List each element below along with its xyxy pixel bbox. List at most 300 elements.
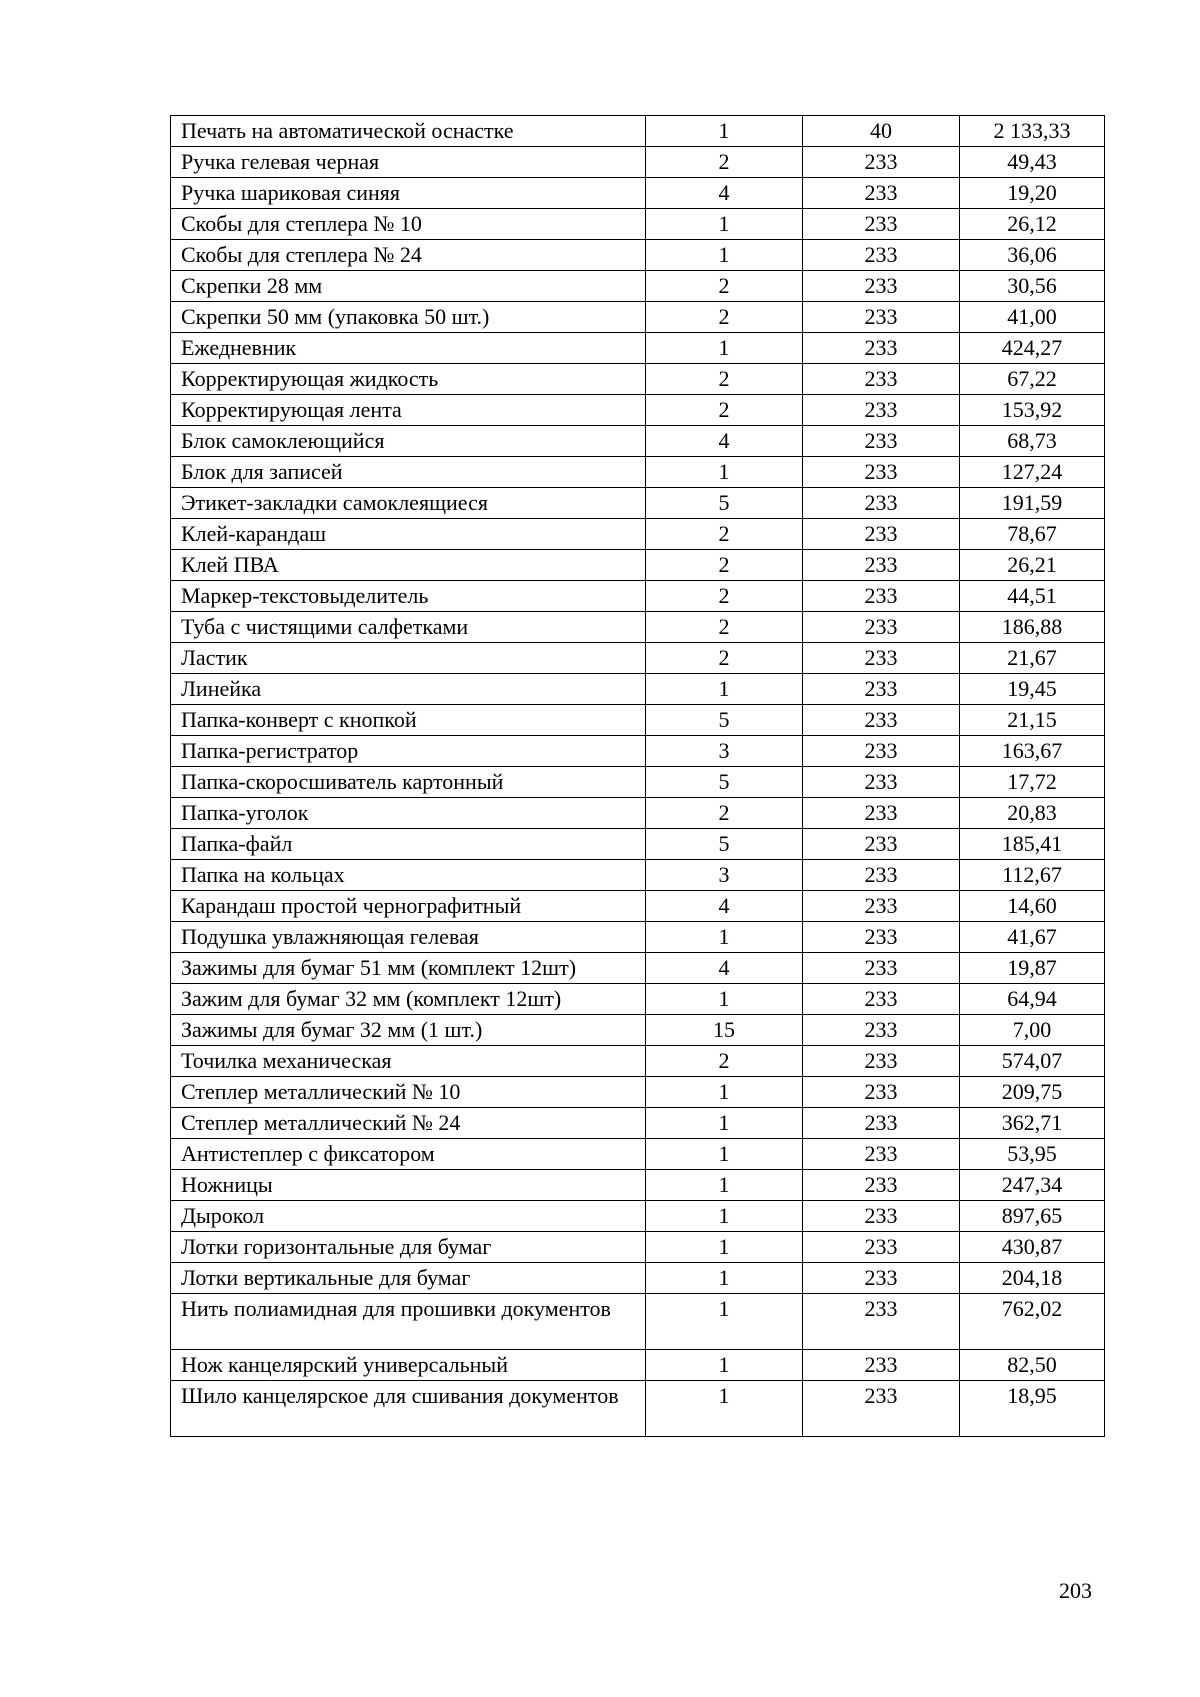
price-cell-text: 209,75 [1001, 1079, 1063, 1104]
term-cell-text: 233 [864, 1172, 898, 1197]
quantity-cell-text: 2 [718, 1048, 730, 1073]
term-cell [803, 302, 960, 333]
price-cell-text: 430,87 [1001, 1234, 1063, 1259]
quantity-cell [646, 1077, 803, 1108]
quantity-cell [646, 488, 803, 519]
price-cell-text: 20,83 [1007, 800, 1057, 825]
price-cell-text: 17,72 [1007, 769, 1057, 794]
price-cell [960, 240, 1105, 271]
item-name-cell-text: Скрепки 28 мм [181, 273, 323, 298]
item-name-cell [171, 426, 646, 457]
quantity-cell [646, 1108, 803, 1139]
quantity-cell-text: 2 [718, 521, 730, 546]
quantity-cell [646, 1350, 803, 1381]
term-cell [803, 1170, 960, 1201]
price-cell-text: 36,06 [1007, 242, 1057, 267]
term-cell-text: 233 [864, 1265, 898, 1290]
table-row [171, 333, 1105, 364]
table-row [171, 674, 1105, 705]
item-name-cell [171, 395, 646, 426]
quantity-cell-text: 3 [718, 738, 730, 763]
quantity-cell-text: 4 [718, 428, 730, 453]
price-cell [960, 1139, 1105, 1170]
quantity-cell [646, 271, 803, 302]
quantity-cell-text: 2 [718, 273, 730, 298]
item-name-cell-text: Папка-регистратор [181, 738, 359, 763]
item-name-cell-text: Ластик [181, 645, 248, 670]
quantity-cell-text: 3 [718, 862, 730, 887]
item-name-cell [171, 767, 646, 798]
item-name-cell-text: Ежедневник [181, 335, 297, 360]
item-name-cell [171, 1139, 646, 1170]
price-cell [960, 116, 1105, 147]
item-name-cell-text: Зажимы для бумаг 51 мм (комплект 12шт) [181, 955, 577, 980]
table-row [171, 612, 1105, 643]
table-row [171, 829, 1105, 860]
price-cell [960, 333, 1105, 364]
term-cell [803, 395, 960, 426]
term-cell [803, 1350, 960, 1381]
item-name-cell-text: Лотки вертикальные для бумаг [181, 1265, 471, 1290]
quantity-cell-text: 1 [718, 242, 730, 267]
item-name-cell [171, 674, 646, 705]
table-row [171, 1077, 1105, 1108]
quantity-cell [646, 426, 803, 457]
item-name-cell-text: Печать на автоматической оснастке [181, 118, 514, 143]
price-cell [960, 829, 1105, 860]
quantity-cell [646, 829, 803, 860]
table-row [171, 1294, 1105, 1350]
quantity-cell-text: 1 [718, 1203, 730, 1228]
price-cell-text: 21,15 [1007, 707, 1057, 732]
price-cell-text: 112,67 [1002, 862, 1062, 887]
item-name-cell-text: Зажим для бумаг 32 мм (комплект 12шт) [181, 986, 562, 1011]
price-cell-text: 185,41 [1001, 831, 1063, 856]
item-name-cell-text: Ручка шариковая синяя [181, 180, 401, 205]
table-row [171, 581, 1105, 612]
quantity-cell [646, 860, 803, 891]
price-cell [960, 1046, 1105, 1077]
item-name-cell-text: Ручка гелевая черная [181, 149, 380, 174]
price-cell-text: 78,67 [1007, 521, 1057, 546]
item-name-cell [171, 178, 646, 209]
price-cell-text: 67,22 [1007, 366, 1057, 391]
item-name-cell [171, 829, 646, 860]
quantity-cell [646, 395, 803, 426]
price-cell-text: 41,00 [1007, 304, 1057, 329]
table-row [171, 519, 1105, 550]
price-cell [960, 178, 1105, 209]
price-cell-text: 362,71 [1001, 1110, 1063, 1135]
price-cell-text: 30,56 [1007, 273, 1057, 298]
quantity-cell [646, 922, 803, 953]
quantity-cell [646, 519, 803, 550]
quantity-cell [646, 1263, 803, 1294]
term-cell [803, 984, 960, 1015]
term-cell [803, 333, 960, 364]
price-cell-text: 14,60 [1007, 893, 1057, 918]
quantity-cell [646, 674, 803, 705]
quantity-cell-text: 1 [718, 459, 730, 484]
table-row [171, 178, 1105, 209]
price-cell [960, 364, 1105, 395]
quantity-cell-text: 1 [718, 924, 730, 949]
item-name-cell-text: Клей-карандаш [181, 521, 327, 546]
price-cell [960, 1232, 1105, 1263]
price-cell-text: 21,67 [1007, 645, 1057, 670]
quantity-cell-text: 1 [718, 1265, 730, 1290]
price-cell-text: 82,50 [1007, 1352, 1057, 1377]
term-cell-text: 233 [864, 924, 898, 949]
term-cell [803, 178, 960, 209]
term-cell [803, 364, 960, 395]
term-cell [803, 209, 960, 240]
table-row [171, 705, 1105, 736]
term-cell [803, 1108, 960, 1139]
price-cell [960, 1263, 1105, 1294]
table-row [171, 271, 1105, 302]
price-cell-text: 762,02 [1001, 1296, 1063, 1321]
term-cell [803, 1232, 960, 1263]
term-cell-text: 233 [864, 583, 898, 608]
price-cell-text: 204,18 [1001, 1265, 1063, 1290]
table-row [171, 364, 1105, 395]
item-name-cell [171, 1232, 646, 1263]
item-name-cell [171, 1170, 646, 1201]
price-cell-text: 18,95 [1007, 1383, 1057, 1408]
term-cell [803, 1077, 960, 1108]
term-cell [803, 1381, 960, 1437]
quantity-cell-text: 4 [718, 180, 730, 205]
item-name-cell-text: Карандаш простой чернографитный [181, 893, 522, 918]
quantity-cell [646, 550, 803, 581]
quantity-cell-text: 1 [718, 118, 730, 143]
term-cell-text: 233 [864, 180, 898, 205]
price-cell [960, 1077, 1105, 1108]
price-cell [960, 767, 1105, 798]
price-cell-text: 2 133,33 [993, 118, 1071, 143]
term-cell-text: 233 [864, 1017, 898, 1042]
item-name-cell-text: Папка-файл [181, 831, 293, 856]
price-cell-text: 49,43 [1007, 149, 1057, 174]
price-cell [960, 395, 1105, 426]
table-row [171, 1263, 1105, 1294]
price-cell [960, 1201, 1105, 1232]
term-cell [803, 488, 960, 519]
supplies-table [170, 115, 1105, 1437]
quantity-cell [646, 612, 803, 643]
table-row [171, 116, 1105, 147]
item-name-cell [171, 240, 646, 271]
item-name-cell [171, 581, 646, 612]
item-name-cell [171, 147, 646, 178]
item-name-cell-text: Шило канцелярское для сшивания документов [181, 1383, 619, 1408]
price-cell-text: 7,00 [1012, 1017, 1052, 1042]
item-name-cell [171, 984, 646, 1015]
item-name-cell-text: Этикет-закладки самоклеящиеся [181, 490, 488, 515]
table-row [171, 147, 1105, 178]
price-cell [960, 488, 1105, 519]
term-cell-text: 233 [864, 738, 898, 763]
quantity-cell-text: 1 [718, 1234, 730, 1259]
item-name-cell-text: Папка-скоросшиватель картонный [181, 769, 504, 794]
term-cell [803, 643, 960, 674]
item-name-cell [171, 1046, 646, 1077]
item-name-cell [171, 1077, 646, 1108]
item-name-cell [171, 705, 646, 736]
price-cell [960, 736, 1105, 767]
term-cell [803, 922, 960, 953]
item-name-cell [171, 1015, 646, 1046]
price-cell-text: 44,51 [1007, 583, 1057, 608]
quantity-cell [646, 209, 803, 240]
table-row [171, 457, 1105, 488]
term-cell-text: 233 [864, 1352, 898, 1377]
table-row [171, 1170, 1105, 1201]
term-cell-text: 233 [864, 1079, 898, 1104]
quantity-cell-text: 1 [718, 986, 730, 1011]
item-name-cell-text: Блок самоклеющийся [181, 428, 385, 453]
item-name-cell-text: Скобы для степлера № 10 [181, 211, 422, 236]
table-row [171, 1046, 1105, 1077]
term-cell-text: 233 [864, 986, 898, 1011]
price-cell-text: 191,59 [1001, 490, 1063, 515]
price-cell-text: 26,21 [1007, 552, 1057, 577]
table-row [171, 1232, 1105, 1263]
table-row [171, 1350, 1105, 1381]
term-cell-text: 233 [864, 1383, 898, 1408]
term-cell-text: 233 [864, 397, 898, 422]
item-name-cell-text: Маркер-текстовыделитель [181, 583, 429, 608]
price-cell [960, 860, 1105, 891]
table-row [171, 1139, 1105, 1170]
table-row [171, 767, 1105, 798]
price-cell [960, 705, 1105, 736]
price-cell [960, 1108, 1105, 1139]
term-cell-text: 233 [864, 831, 898, 856]
term-cell-text: 233 [864, 459, 898, 484]
quantity-cell-text: 2 [718, 304, 730, 329]
term-cell-text: 233 [864, 1048, 898, 1073]
quantity-cell [646, 240, 803, 271]
item-name-cell-text: Папка-уголок [181, 800, 309, 825]
table-row [171, 953, 1105, 984]
quantity-cell [646, 891, 803, 922]
quantity-cell-text: 2 [718, 583, 730, 608]
term-cell-text: 233 [864, 1234, 898, 1259]
price-cell [960, 922, 1105, 953]
term-cell-text: 233 [864, 490, 898, 515]
quantity-cell [646, 1294, 803, 1350]
table-row [171, 984, 1105, 1015]
item-name-cell [171, 736, 646, 767]
item-name-cell [171, 1108, 646, 1139]
price-cell [960, 1170, 1105, 1201]
item-name-cell [171, 612, 646, 643]
quantity-cell [646, 767, 803, 798]
price-cell [960, 1350, 1105, 1381]
item-name-cell-text: Клей ПВА [181, 552, 279, 577]
term-cell-text: 233 [864, 242, 898, 267]
term-cell-text: 233 [864, 211, 898, 236]
term-cell [803, 240, 960, 271]
quantity-cell-text: 1 [718, 1296, 730, 1321]
price-cell [960, 1015, 1105, 1046]
price-cell [960, 457, 1105, 488]
price-cell-text: 19,45 [1007, 676, 1057, 701]
price-cell [960, 798, 1105, 829]
price-cell-text: 163,67 [1001, 738, 1063, 763]
quantity-cell [646, 643, 803, 674]
term-cell-text: 40 [870, 118, 892, 143]
item-name-cell-text: Нож канцелярский универсальный [181, 1352, 508, 1377]
quantity-cell-text: 2 [718, 552, 730, 577]
quantity-cell-text: 1 [718, 1079, 730, 1104]
term-cell [803, 798, 960, 829]
item-name-cell-text: Степлер металлический № 24 [181, 1110, 461, 1135]
price-cell [960, 426, 1105, 457]
quantity-cell [646, 457, 803, 488]
price-cell-text: 153,92 [1001, 397, 1063, 422]
term-cell [803, 457, 960, 488]
quantity-cell-text: 5 [718, 769, 730, 794]
table-row [171, 550, 1105, 581]
price-cell [960, 674, 1105, 705]
term-cell-text: 233 [864, 1203, 898, 1228]
term-cell [803, 1015, 960, 1046]
term-cell-text: 233 [864, 552, 898, 577]
term-cell [803, 116, 960, 147]
item-name-cell [171, 953, 646, 984]
quantity-cell-text: 2 [718, 800, 730, 825]
term-cell-text: 233 [864, 335, 898, 360]
table-row [171, 860, 1105, 891]
term-cell [803, 1201, 960, 1232]
term-cell-text: 233 [864, 676, 898, 701]
quantity-cell [646, 147, 803, 178]
price-cell [960, 953, 1105, 984]
item-name-cell [171, 860, 646, 891]
item-name-cell [171, 457, 646, 488]
quantity-cell-text: 5 [718, 831, 730, 856]
item-name-cell [171, 364, 646, 395]
item-name-cell-text: Туба с чистящими салфетками [181, 614, 469, 639]
quantity-cell-text: 1 [718, 1110, 730, 1135]
price-cell-text: 424,27 [1001, 335, 1063, 360]
price-cell [960, 1381, 1105, 1437]
page-number: 203 [1059, 1578, 1092, 1603]
item-name-cell [171, 922, 646, 953]
price-cell [960, 643, 1105, 674]
price-cell-text: 64,94 [1007, 986, 1057, 1011]
price-cell [960, 209, 1105, 240]
term-cell [803, 736, 960, 767]
table-row [171, 240, 1105, 271]
quantity-cell [646, 116, 803, 147]
item-name-cell-text: Лотки горизонтальные для бумаг [181, 1234, 492, 1259]
price-cell-text: 897,65 [1001, 1203, 1063, 1228]
item-name-cell [171, 643, 646, 674]
quantity-cell [646, 1139, 803, 1170]
table-row [171, 1201, 1105, 1232]
price-cell-text: 53,95 [1007, 1141, 1057, 1166]
quantity-cell-text: 1 [718, 1172, 730, 1197]
term-cell-text: 233 [864, 304, 898, 329]
price-cell [960, 891, 1105, 922]
item-name-cell [171, 798, 646, 829]
quantity-cell [646, 1015, 803, 1046]
term-cell-text: 233 [864, 800, 898, 825]
price-cell-text: 247,34 [1001, 1172, 1063, 1197]
quantity-cell-text: 2 [718, 645, 730, 670]
item-name-cell [171, 550, 646, 581]
term-cell-text: 233 [864, 1296, 898, 1321]
price-cell [960, 612, 1105, 643]
term-cell-text: 233 [864, 366, 898, 391]
term-cell-text: 233 [864, 428, 898, 453]
quantity-cell-text: 15 [713, 1017, 735, 1042]
table-row [171, 209, 1105, 240]
term-cell [803, 271, 960, 302]
table-row [171, 891, 1105, 922]
quantity-cell-text: 2 [718, 614, 730, 639]
item-name-cell [171, 333, 646, 364]
item-name-cell-text: Корректирующая жидкость [181, 366, 439, 391]
quantity-cell [646, 1232, 803, 1263]
table-row [171, 1015, 1105, 1046]
item-name-cell-text: Зажимы для бумаг 32 мм (1 шт.) [181, 1017, 483, 1042]
supplies-table-body [171, 116, 1105, 1437]
item-name-cell [171, 116, 646, 147]
item-name-cell-text: Блок для записей [181, 459, 343, 484]
price-cell [960, 519, 1105, 550]
quantity-cell [646, 736, 803, 767]
quantity-cell [646, 705, 803, 736]
term-cell-text: 233 [864, 862, 898, 887]
quantity-cell-text: 4 [718, 893, 730, 918]
item-name-cell-text: Корректирующая лента [181, 397, 402, 422]
term-cell-text: 233 [864, 1110, 898, 1135]
term-cell [803, 519, 960, 550]
price-cell-text: 68,73 [1007, 428, 1057, 453]
quantity-cell [646, 953, 803, 984]
item-name-cell-text: Скрепки 50 мм (упаковка 50 шт.) [181, 304, 490, 329]
price-cell-text: 186,88 [1001, 614, 1063, 639]
term-cell [803, 891, 960, 922]
quantity-cell-text: 5 [718, 490, 730, 515]
term-cell-text: 233 [864, 614, 898, 639]
term-cell [803, 426, 960, 457]
term-cell-text: 233 [864, 893, 898, 918]
item-name-cell [171, 519, 646, 550]
quantity-cell-text: 1 [718, 676, 730, 701]
price-cell [960, 984, 1105, 1015]
item-name-cell-text: Дырокол [181, 1203, 265, 1228]
quantity-cell-text: 5 [718, 707, 730, 732]
term-cell [803, 829, 960, 860]
term-cell [803, 1139, 960, 1170]
term-cell [803, 953, 960, 984]
price-cell-text: 19,20 [1007, 180, 1057, 205]
item-name-cell [171, 209, 646, 240]
table-row [171, 643, 1105, 674]
quantity-cell-text: 1 [718, 1383, 730, 1408]
item-name-cell-text: Скобы для степлера № 24 [181, 242, 422, 267]
quantity-cell [646, 1381, 803, 1437]
term-cell [803, 1294, 960, 1350]
term-cell-text: 233 [864, 955, 898, 980]
quantity-cell-text: 1 [718, 335, 730, 360]
